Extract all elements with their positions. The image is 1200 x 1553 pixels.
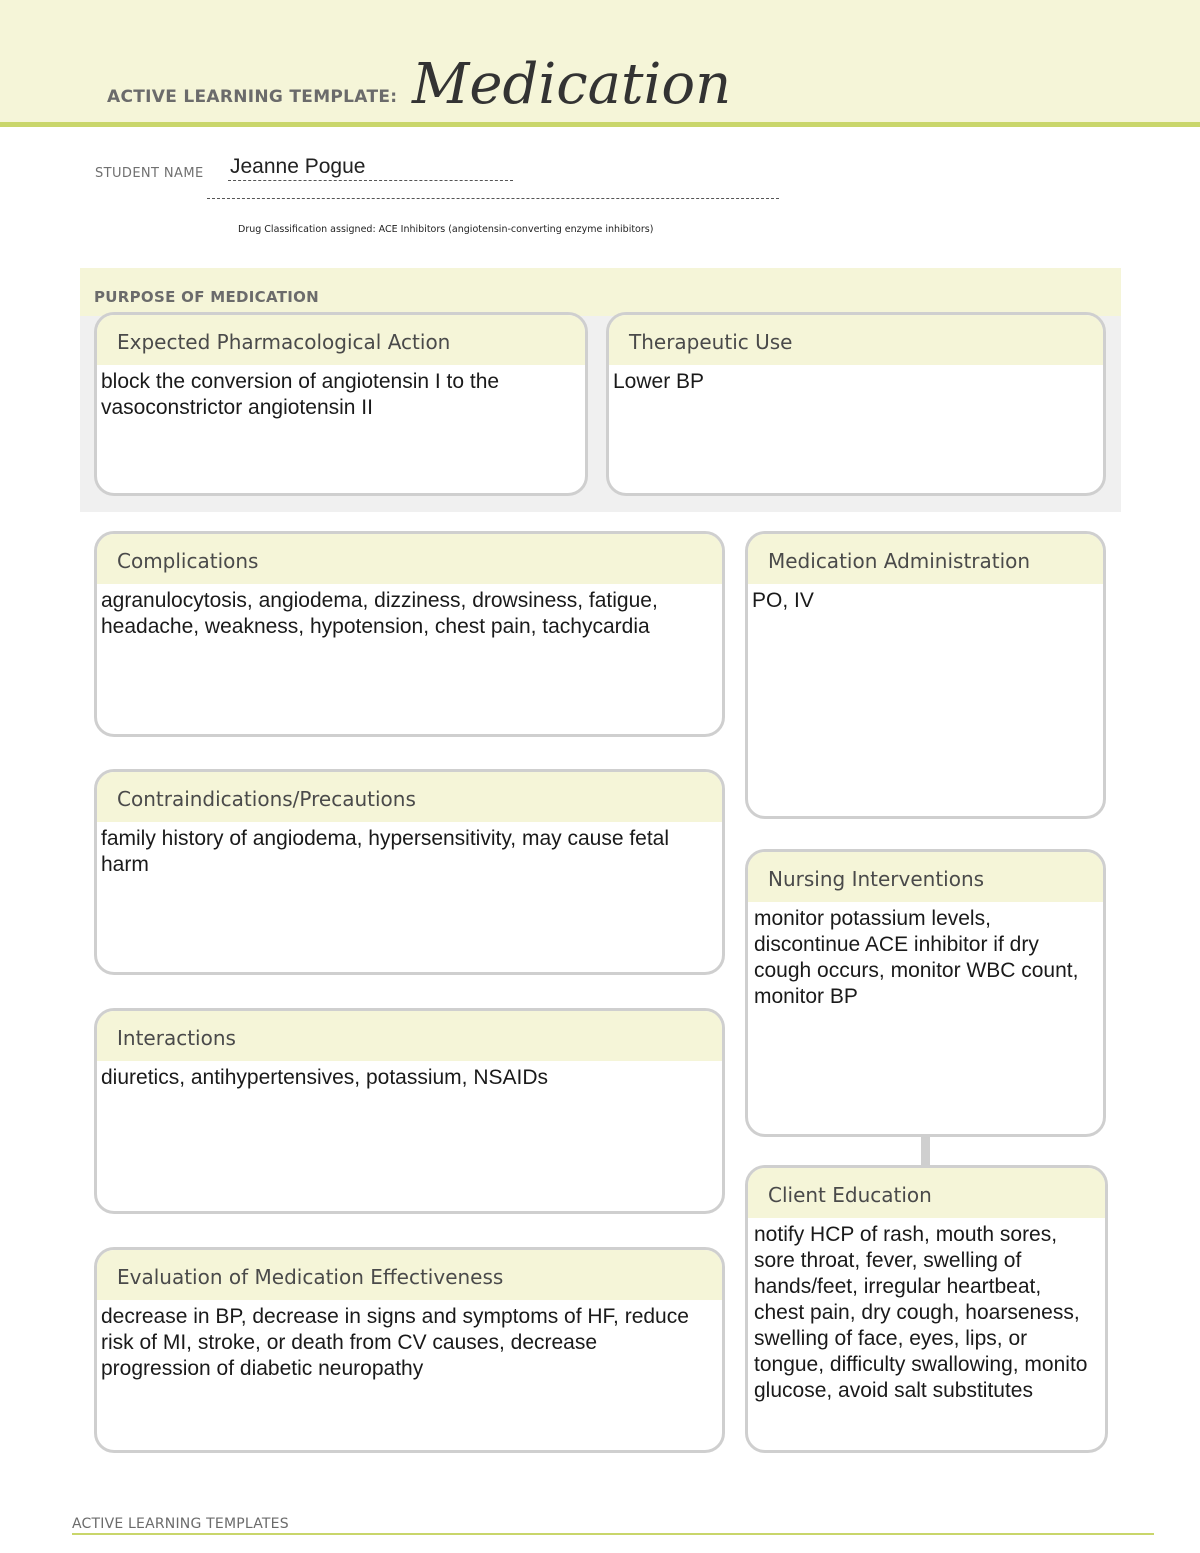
interactions-text[interactable]: diuretics, antihypertensives, potassium, NSAIDs bbox=[101, 1066, 549, 1089]
student-name-underline bbox=[228, 180, 513, 181]
expected-action-title: Expected Pharmacological Action bbox=[97, 315, 585, 365]
dashed-divider bbox=[207, 198, 779, 199]
client-education-text[interactable]: notify HCP of rash, mouth sores, sore throat, fever, swelling of hands/feet, irregular heartbeat, chest pain, dry cough, hoarseness, swelling of face, eyes, lips, or tongue, difficulty swallowing, monito glucose, avoid salt substitutes bbox=[754, 1223, 1088, 1402]
nursing-interventions-text[interactable]: monitor potassium levels, discontinue ACE inhibitor if dry cough occurs, monitor WBC count, monitor BP bbox=[754, 907, 1079, 1008]
footer-rule bbox=[72, 1533, 1154, 1535]
evaluation-text[interactable]: decrease in BP, decrease in signs and symptoms of HF, reduce risk of MI, stroke, or death from CV causes, decrease progression of diabetic neuropathy bbox=[101, 1305, 689, 1380]
therapeutic-use-text[interactable]: Lower BP bbox=[613, 370, 705, 393]
evaluation-title: Evaluation of Medication Effectiveness bbox=[97, 1250, 722, 1300]
nursing-interventions-title: Nursing Interventions bbox=[748, 852, 1103, 902]
administration-title: Medication Administration bbox=[748, 534, 1103, 584]
box-connector bbox=[921, 1136, 930, 1166]
complications-text[interactable]: agranulocytosis, angiodema, dizziness, drowsiness, fatigue, headache, weakness, hypotension, chest pain, tachycardia bbox=[101, 589, 658, 638]
contraindications-title: Contraindications/Precautions bbox=[97, 772, 722, 822]
student-name-field[interactable]: Jeanne Pogue bbox=[230, 155, 366, 178]
complications-box bbox=[94, 531, 725, 737]
contraindications-text[interactable]: family history of angiodema, hypersensitivity, may cause fetal harm bbox=[101, 827, 670, 876]
expected-action-text[interactable]: block the conversion of angiotensin I to the vasoconstrictor angiotensin II bbox=[101, 370, 500, 419]
drug-classification[interactable]: Drug Classification assigned: ACE Inhibitors (angiotensin-converting enzyme inhibitors) bbox=[238, 224, 654, 235]
complications-title: Complications bbox=[97, 534, 722, 584]
expected-action-box bbox=[94, 312, 588, 496]
nursing-interventions-box bbox=[745, 849, 1106, 1137]
template-label: ACTIVE LEARNING TEMPLATE: bbox=[107, 87, 398, 107]
interactions-title: Interactions bbox=[97, 1011, 722, 1061]
header-rule bbox=[0, 122, 1200, 127]
purpose-label: PURPOSE OF MEDICATION bbox=[94, 288, 320, 306]
administration-box bbox=[745, 531, 1106, 819]
interactions-box bbox=[94, 1008, 725, 1214]
client-education-title: Client Education bbox=[748, 1168, 1105, 1218]
footer-label: ACTIVE LEARNING TEMPLATES bbox=[72, 1516, 289, 1532]
therapeutic-use-box bbox=[606, 312, 1106, 496]
therapeutic-use-title: Therapeutic Use bbox=[609, 315, 1103, 365]
client-education-box bbox=[745, 1165, 1108, 1453]
administration-text[interactable]: PO, IV bbox=[752, 589, 814, 612]
contraindications-box bbox=[94, 769, 725, 975]
student-name-label: STUDENT NAME bbox=[95, 166, 204, 181]
evaluation-box bbox=[94, 1247, 725, 1453]
template-title: Medication bbox=[412, 52, 732, 117]
